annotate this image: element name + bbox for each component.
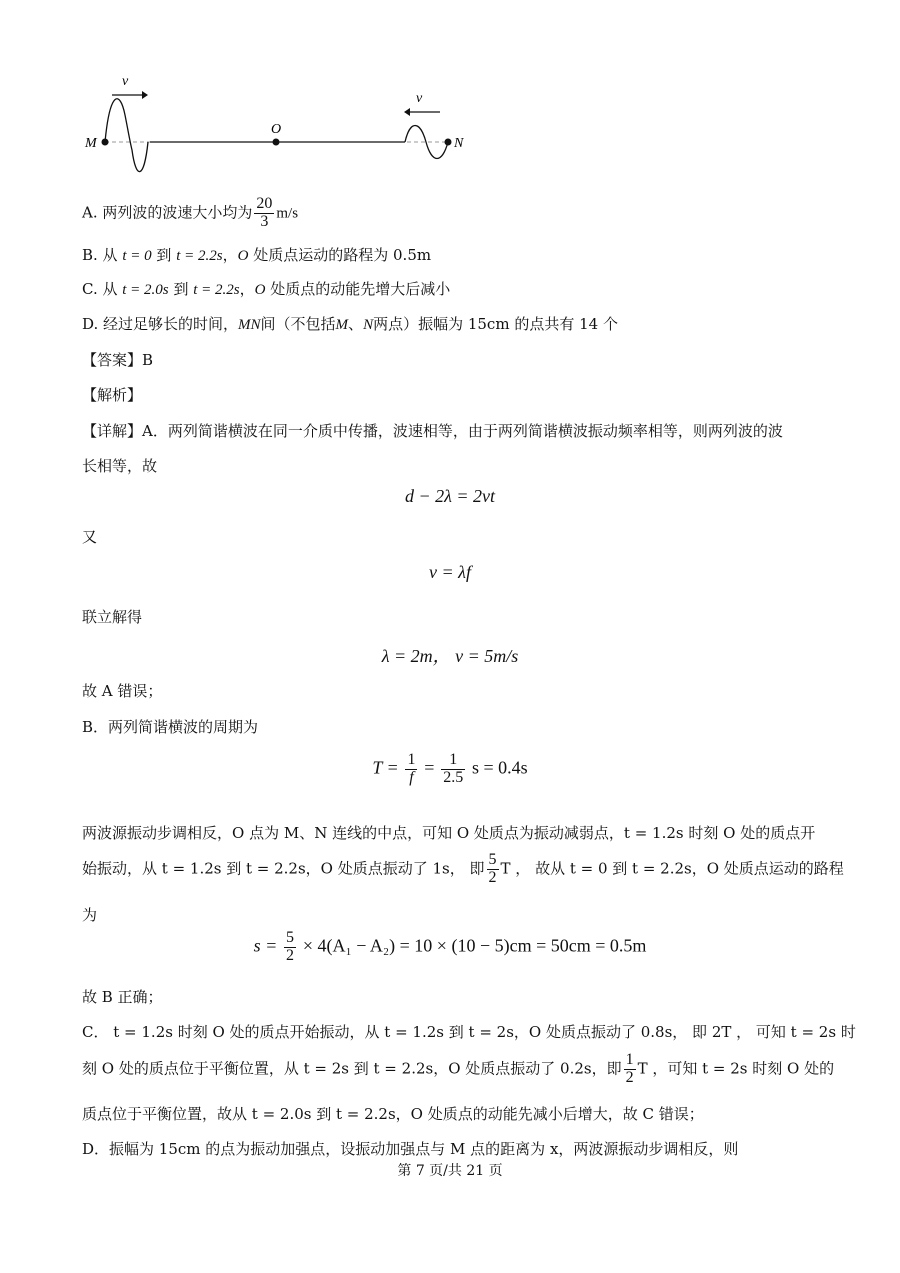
eq4-f2-num: 1 (441, 752, 465, 770)
detail-p1-line1: 【详解】A．两列简谐横波在同一介质中传播，波速相等，由于两列简谐横波振动频率相等，则两列波的波 (82, 422, 783, 440)
analysis-title: 【解析】 (82, 386, 143, 404)
eq4-T: T = (372, 757, 399, 778)
option-A-text: A. 两列波的波速大小均为 (82, 203, 253, 222)
option-B-text-3: ， (222, 246, 238, 264)
eq5-frac (284, 930, 296, 965)
equation-3: λ = 2m， v = 5m/s (381, 646, 519, 666)
detail-p1-line2: 长相等，故 (82, 457, 158, 475)
option-C-text-1: C. 从 (82, 280, 118, 298)
arrow-left-head (404, 108, 410, 116)
point-O (273, 139, 280, 146)
eq4-f2-den: 2.5 (443, 768, 464, 786)
eq4-eq: = (424, 757, 435, 778)
detail-b-line1: 两波源振动步调相反，O 点为 M、N 连线的中点，可知 O 处质点为振动减弱点，t = 1.2s 时刻 O 处的质点开 (82, 824, 816, 842)
option-A-unit: m/s (276, 205, 299, 222)
option-D-M: M (335, 317, 349, 333)
option-C-t0: t = 2.0s (122, 282, 169, 298)
option-B-text-2: 到 (156, 246, 172, 264)
option-A-frac-num: 20 (256, 195, 273, 212)
detail-b-line3: 为 (82, 906, 98, 924)
b-line2-frac-num: 5 (488, 851, 497, 868)
detail-you: 又 (82, 528, 98, 546)
eq4-f1-den: f (409, 768, 414, 786)
eq4-f1-num: 1 (407, 751, 416, 768)
label-N: N (454, 136, 464, 151)
c-line2-a: 刻 O 处的质点位于平衡位置，从 t = 2s 到 t = 2.2s，O 处质点振动了 0.2s，即 (82, 1059, 622, 1078)
option-C-text-4: 处质点的动能先增大后减小 (270, 280, 451, 298)
option-C-text-3: ， (239, 280, 255, 298)
option-D-text-2: 间（不包括 (260, 315, 336, 333)
eq5-b: × 4(A₁ − A₂) = 10 × (10 − 5)cm = 50cm = 0.5m (302, 935, 647, 956)
option-A-frac-den: 3 (260, 212, 269, 230)
option-C (82, 278, 450, 299)
option-C-t1: t = 2.2s (193, 282, 240, 298)
detail-b-intro: B．两列简谐横波的周期为 (82, 718, 259, 736)
b-line2-b: T ， 故从 t = 0 到 t = 2.2s，O 处质点运动的路程 (500, 859, 844, 878)
option-D-N: N (363, 317, 374, 333)
detail-c-line1: C． t = 1.2s 时刻 O 处的质点开始振动，从 t = 1.2s 到 t = 2s，O 处质点振动了 0.8s， 即 2T ， 可知 t = 2s 时 (82, 1023, 856, 1041)
point-N (445, 139, 452, 146)
eq5-frac-num: 5 (286, 929, 295, 946)
detail-d-line1: D．振幅为 15cm 的点为振动加强点，设振动加强点与 M 点的距离为 x，两波源振动步调相反，则 (82, 1140, 739, 1158)
eq5-frac-den: 2 (286, 946, 295, 964)
option-B-t1: t = 2.2s (176, 248, 223, 264)
eq4-frac-2 (441, 752, 465, 787)
label-v-left: v (122, 74, 129, 89)
option-D-text-4: 两点）振幅为 15cm 的点共有 14 个 (373, 315, 618, 333)
page-footer: 第 7 页/共 21 页 (397, 1163, 503, 1179)
right-wave-pulse (405, 126, 448, 159)
detail-c-line2 (82, 1052, 834, 1087)
equation-5 (0, 930, 900, 965)
option-A-fraction (254, 196, 274, 231)
option-D-MN: MN (238, 317, 261, 333)
equation-4 (0, 752, 900, 787)
option-B-t0: t = 0 (122, 248, 152, 264)
equation-2: v = λf (429, 562, 471, 582)
point-M (102, 139, 109, 146)
option-B-O: O (237, 248, 249, 264)
label-M: M (85, 136, 97, 151)
c-line2-frac (624, 1052, 636, 1087)
c-line2-frac-num: 1 (625, 1051, 634, 1068)
option-D-text-1: D. 经过足够长的时间， (82, 315, 239, 333)
option-C-text-2: 到 (173, 280, 189, 298)
eq5-a: s = (253, 935, 278, 956)
b-line2-frac (487, 852, 499, 887)
detail-a-wrong: 故 A 错误； (82, 682, 163, 700)
c-line2-b: T ，可知 t = 2s 时刻 O 处的 (637, 1059, 835, 1078)
detail-b-correct: 故 B 正确； (82, 988, 163, 1006)
option-D-text-3: 、 (348, 315, 364, 333)
b-line2-a: 始振动，从 t = 1.2s 到 t = 2.2s，O 处质点振动了 1s， 即 (82, 859, 485, 878)
c-line2-frac-den: 2 (625, 1068, 634, 1086)
option-D (82, 313, 618, 334)
option-A (82, 196, 298, 231)
left-wave-pulse (105, 99, 148, 172)
detail-b-line2 (82, 852, 844, 887)
option-C-O: O (254, 282, 266, 298)
option-B (82, 244, 431, 265)
wave-diagram (80, 70, 480, 185)
equation-1: d − 2λ = 2vt (404, 486, 496, 506)
detail-c-line3: 质点位于平衡位置，故从 t = 2.0s 到 t = 2.2s，O 处质点的动能先减小后增大，故 C 错误； (82, 1105, 704, 1123)
arrow-right-head (142, 91, 148, 99)
label-v-right: v (416, 91, 423, 106)
detail-lianli: 联立解得 (82, 608, 143, 626)
option-B-text-4: 处质点运动的路程为 0.5m (253, 246, 432, 264)
eq4-tail: s = 0.4s (471, 757, 528, 778)
answer-line: 【答案】B (82, 351, 154, 369)
b-line2-frac-den: 2 (488, 868, 497, 886)
label-O: O (271, 122, 282, 137)
option-B-text-1: B. 从 (82, 246, 118, 264)
eq4-frac-1 (405, 752, 417, 787)
